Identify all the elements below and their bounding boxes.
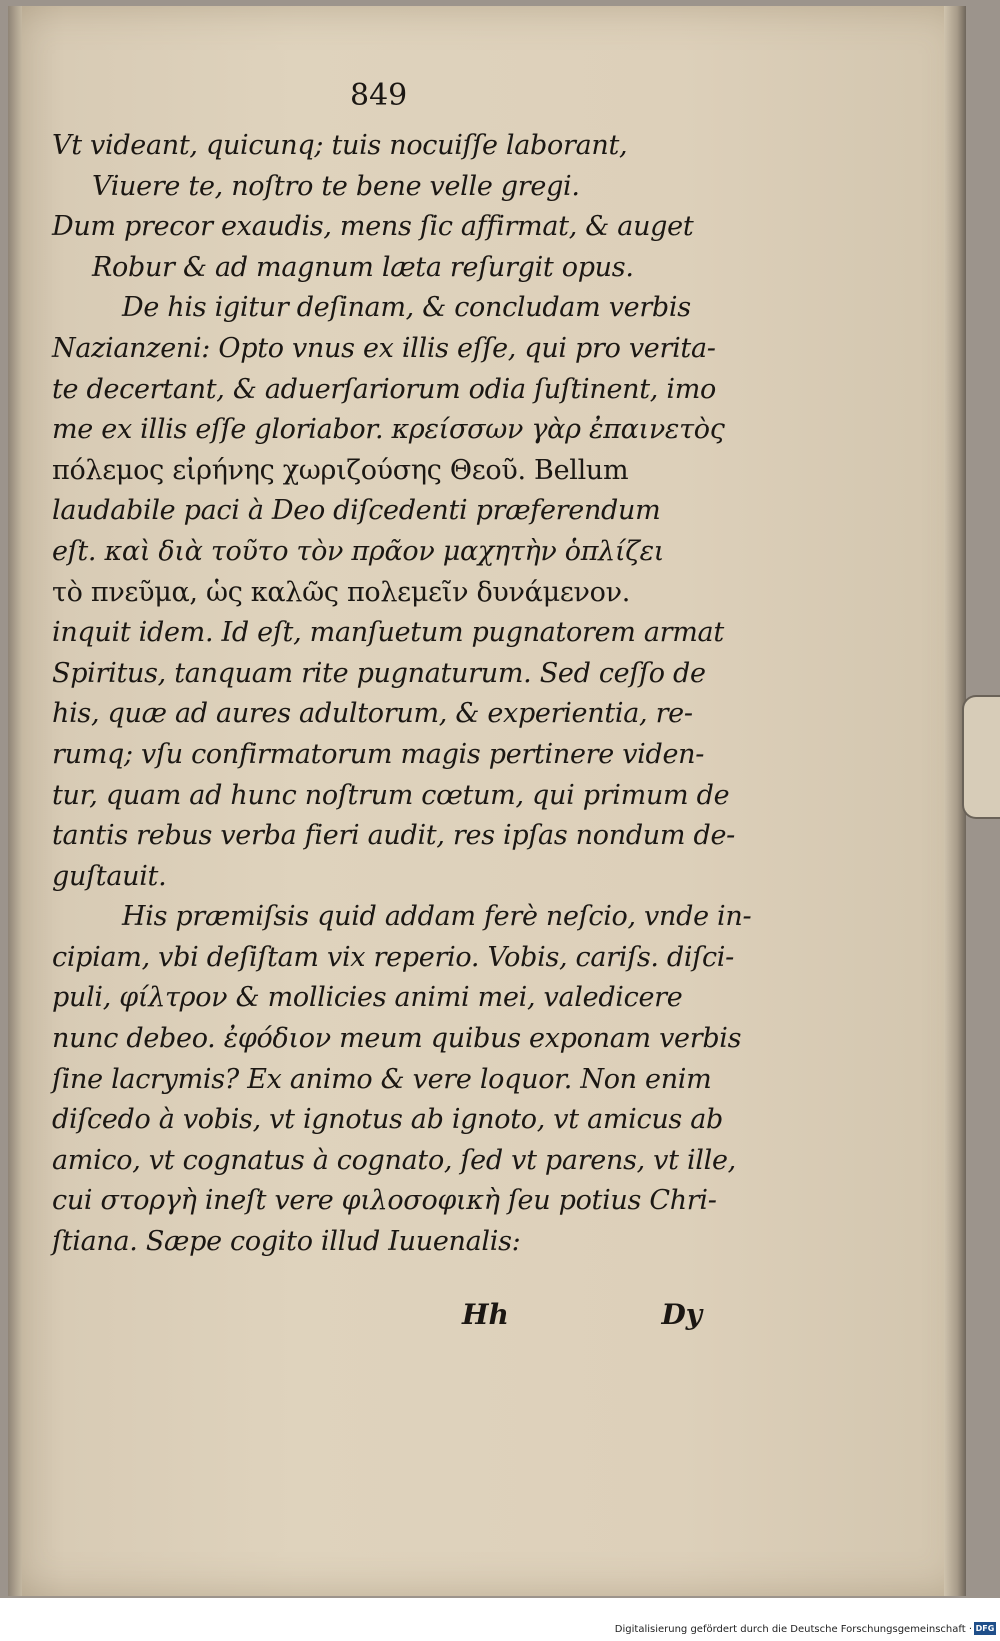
text-line: me ex illis eſſe gloriabor. κρείσσων γὰρ ἐπαινετὸς: [52, 414, 725, 446]
digitization-credit: Digitalisierung gefördert durch die Deutsche Forschungsgemeinschaft ·: [614, 1624, 972, 1635]
text-line: Dum precor exaudis, mens ſic affirmat, & auget: [52, 211, 694, 243]
text-line: Spiritus, tanquam rite pugnaturum. Sed ceſſo de: [52, 657, 706, 689]
text-line: rumq; vſu confirmatorum magis pertinere viden-: [52, 738, 705, 770]
book-clasp: [962, 695, 1000, 819]
text-line: ſine lacrymis? Ex animo & vere loquor. Non enim: [52, 1063, 712, 1095]
text-line: De his igitur deſinam, & concludam verbis: [122, 292, 691, 324]
text-line: πόλεμος εἰρήνης χωριζούσης Θεοῦ. Bellum: [52, 454, 629, 486]
dfg-logo-icon: DFG: [975, 1624, 995, 1633]
text-line: puli, φίλτρον & mollicies animi mei, valedicere: [52, 982, 683, 1014]
text-line: Nazianzeni: Opto vnus ex illis eſſe, qui pro verita-: [52, 332, 716, 364]
text-line: laudabile paci à Deo diſcedenti præferendum: [52, 495, 661, 527]
signature-line: [462, 1298, 702, 1331]
text-line: tur, quam ad hunc noſtrum cœtum, qui primum de: [52, 779, 730, 811]
page-number: 849: [350, 78, 408, 113]
text-line: guſtauit.: [52, 860, 167, 892]
text-line: cui στοργὴ ineſt vere φιλοσοφικὴ ſeu potius Chri-: [52, 1185, 717, 1217]
text-line: nunc debeo. ἐφόδιον meum quibus exponam verbis: [52, 1023, 742, 1055]
text-line: inquit idem. Id eſt, manſuetum pugnatorem armat: [52, 617, 724, 649]
page-spine-edge: [8, 6, 22, 1596]
signature-mark: Hh: [462, 1298, 509, 1331]
text-line: tantis rebus verba fieri audit, res ipſas nondum de-: [52, 820, 735, 852]
text-line: Robur & ad magnum læta reſurgit opus.: [92, 251, 634, 283]
text-line: Vt videant, quicunq; tuis nocuiſſe laborant,: [52, 130, 628, 161]
text-line: eſt. καὶ διὰ τοῦτο τὸν πρᾶον μαχητὴν ὁπλίζει: [52, 535, 665, 567]
text-line: amico, vt cognatus à cognato, ſed vt parens, vt ille,: [52, 1144, 736, 1176]
text-line: his, quæ ad aures adultorum, & experientia, re-: [52, 698, 693, 730]
page-text: [52, 126, 752, 1263]
text-line: diſcedo à vobis, vt ignotus ab ignoto, vt amicus ab: [52, 1104, 724, 1136]
text-line: Viuere te, noſtro te bene velle gregi.: [92, 170, 580, 202]
text-line: te decertant, & aduerſariorum odia ſuſtinent, imo: [52, 373, 716, 405]
text-line: His præmiſsis quid addam ferè neſcio, vnde in-: [122, 901, 752, 933]
text-line: cipiam, vbi deſiſtam vix reperio. Vobis, cariſs. diſci-: [52, 941, 734, 973]
catchword: Dy: [661, 1298, 702, 1331]
text-line: τὸ πνεῦμα, ὡς καλῶς πολεμεῖν δυνάμενον.: [52, 576, 630, 608]
text-line: ſtiana. Sæpe cogito illud Iuuenalis:: [52, 1226, 521, 1258]
